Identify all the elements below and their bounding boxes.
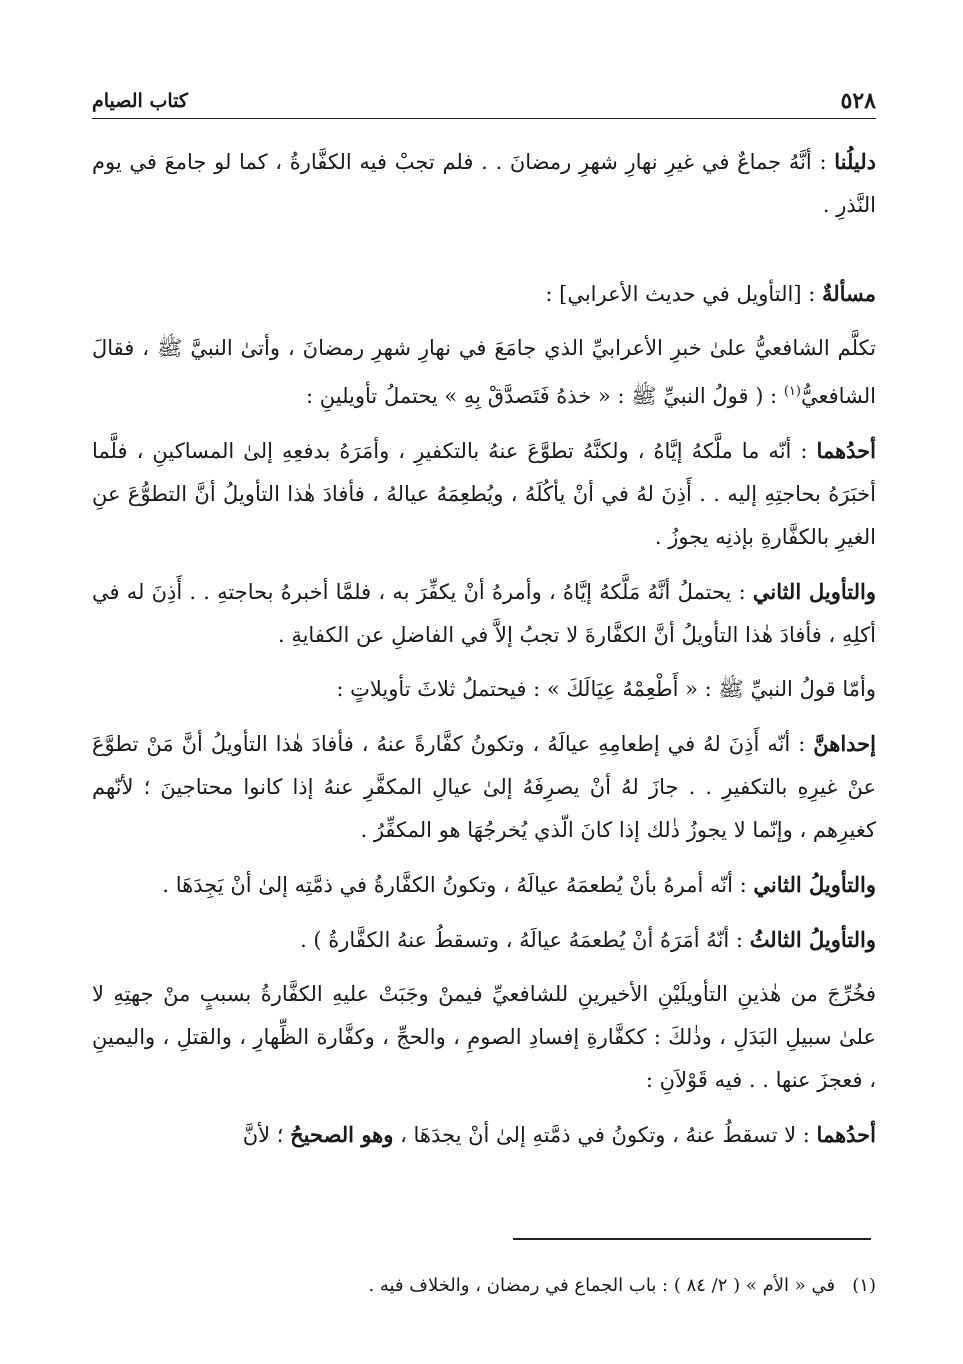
page-number: ٥٢٨ bbox=[840, 88, 876, 114]
paragraph bbox=[92, 973, 876, 1102]
paragraph-text: : أنّه ما ملَّكهُ إيَّاهُ ، ولكنَّهُ تطوَّعَ عنهُ بالتكفيرِ ، وأمَرَهُ بدفعِهِ إلىٰ المساكينِ ، فلَّما أخبَرَهُ بحاجتِهِ إليه . . أَذِنَ لهُ في أنْ يأكُلَهُ ، ويُطعِمَهُ عيالهُ ، فأفادَ هٰذا التأويلُ أنَّ التطوُّعَ عنِ الغيرِ بالكفَّارةِ بإذنِه يجوزُ . bbox=[92, 439, 876, 549]
paragraph bbox=[92, 1113, 876, 1157]
paragraph bbox=[92, 918, 876, 962]
footnote-ref[interactable]: (١) bbox=[783, 384, 801, 399]
paragraph-text: وأمّا قولُ النبيِّ ﷺ : « أَطْعِمْهُ عِيَالَكَ » : فيحتملُ ثلاثَ تأويلاتٍ : bbox=[336, 677, 876, 701]
paragraph-lead: دليلُنا bbox=[834, 149, 876, 174]
book-title: كتاب الصيام bbox=[92, 90, 188, 112]
paragraph bbox=[92, 429, 876, 559]
paragraph-text: تكلَّم الشافعيُّ علىٰ خبرِ الأعرابيِّ الذي جامَعَ في نهارِ شهرِ رمضانَ ، وأتىٰ النبيَّ ﷺ ، فقالَ الشافعيُّ bbox=[92, 336, 876, 408]
section-gap bbox=[92, 238, 876, 272]
footnote-text: في « الأم » ( ٢/ ٨٤ ) : باب الجماع في رمضان ، والخلاف فيه . bbox=[368, 1275, 836, 1296]
paragraph bbox=[92, 327, 876, 418]
paragraph-lead: والتأويل الثاني bbox=[752, 579, 876, 604]
paragraph-text: : أنّه أمرهُ بأنْ يُطعمَهُ عيالَهُ ، وتكونُ الكفَّارةُ في ذمَّتِه إلىٰ أنْ يَجِدَهَا . bbox=[162, 873, 754, 897]
footnote bbox=[92, 1272, 876, 1300]
paragraph-text: : [التأويل في حديث الأعرابي] : bbox=[545, 282, 822, 306]
paragraph-lead: والتأويلُ الثالثُ bbox=[749, 927, 876, 952]
paragraph-text: : يحتملُ أنَّهُ مَلَّكهُ إيَّاهُ ، وأمرهُ أنْ يكفِّرَ به ، فلمَّا أخبرهُ بحاجتهِ . . أَذِنَ له في أكلِهِ ، فأفادَ هٰذا التأويلُ أنَّ الكفَّارةَ لا تجبُ إلاَّ في الفاضلِ عن الكفايةِ . bbox=[92, 580, 876, 647]
paragraph-text-tail: : ( قولُ النبيِّ ﷺ : « خذهُ فَتَصدَّقْ بِهِ » يحتملُ تأويلينِ : bbox=[306, 384, 784, 408]
paragraph-lead: أحدُهما bbox=[816, 1122, 876, 1147]
paragraph-lead: أحدُهما bbox=[816, 438, 876, 463]
body-text bbox=[92, 140, 876, 1168]
paragraph bbox=[92, 722, 876, 852]
paragraph-lead: مسألةٌ bbox=[821, 281, 876, 306]
paragraph-lead: إحداهنَّ bbox=[813, 731, 876, 756]
page-header bbox=[92, 88, 876, 119]
paragraph-text: : أنَّهُ جماعٌ في غيرِ نهارِ شهرِ رمضانَ . . فلم تجبْ فيه الكفَّارةُ ، كما لو جامعَ في يوم النَّذرِ . bbox=[92, 150, 876, 217]
paragraph bbox=[92, 140, 876, 227]
paragraph bbox=[92, 570, 876, 657]
paragraph-lead: والتأويلُ الثاني bbox=[753, 872, 876, 897]
paragraph-text: فخُرِّجَ من هٰذينِ التأويلَيْنِ الأخيرينِ للشافعيِّ فيمنْ وجَبَتْ عليهِ الكفَّارةُ بسببٍ منْ جهتِهِ لا علىٰ سبيلِ البَدَلِ ، وذٰلكَ : ككفَّارةِ إفسادِ الصومِ ، والحجِّ ، وكفَّارة الظِّهارِ ، والقتلِ ، واليمينِ ، فعجزَ عنها . . فيه قَوْلاَنِ : bbox=[92, 982, 876, 1092]
paragraph-bold-tail: وهو الصحيحُ bbox=[290, 1122, 394, 1147]
section-heading bbox=[92, 272, 876, 316]
footnote-marker: (١) bbox=[852, 1275, 876, 1296]
paragraph-text: : أنّهُ أمَرَهُ أنْ يُطعمَهُ عيالَهُ ، وتسقطُ عنهُ الكفَّارةُ ) . bbox=[300, 928, 750, 952]
footnote-divider bbox=[513, 1238, 871, 1240]
paragraph-text: : لا تسقطُ عنهُ ، وتكونُ في ذمَّتهِ إلىٰ أنْ يجدَهَا ، bbox=[393, 1123, 817, 1147]
paragraph-text-tail: ؛ لأنَّ bbox=[242, 1123, 291, 1147]
paragraph bbox=[92, 668, 876, 711]
paragraph bbox=[92, 863, 876, 907]
paragraph-text: : أنّه أَذِنَ لهُ في إطعامِهِ عيالَهُ ، وتكونُ كفَّارةً عنهُ ، فأفادَ هٰذا التأويلُ أنَّ مَنْ تطوَّعَ عنْ غيرِهِ بالتكفيرِ . . جازَ لهُ أنْ يصرِفَهُ إلىٰ عيالِ المكفَّرِ عنهُ إذا كانوا محتاجينَ ؛ لأنّهم كغيرِهم ، وإنّما لا يجوزُ ذٰلك إذا كانَ الّذي يُخرجُهَا هو المكفِّرُ . bbox=[92, 732, 876, 842]
